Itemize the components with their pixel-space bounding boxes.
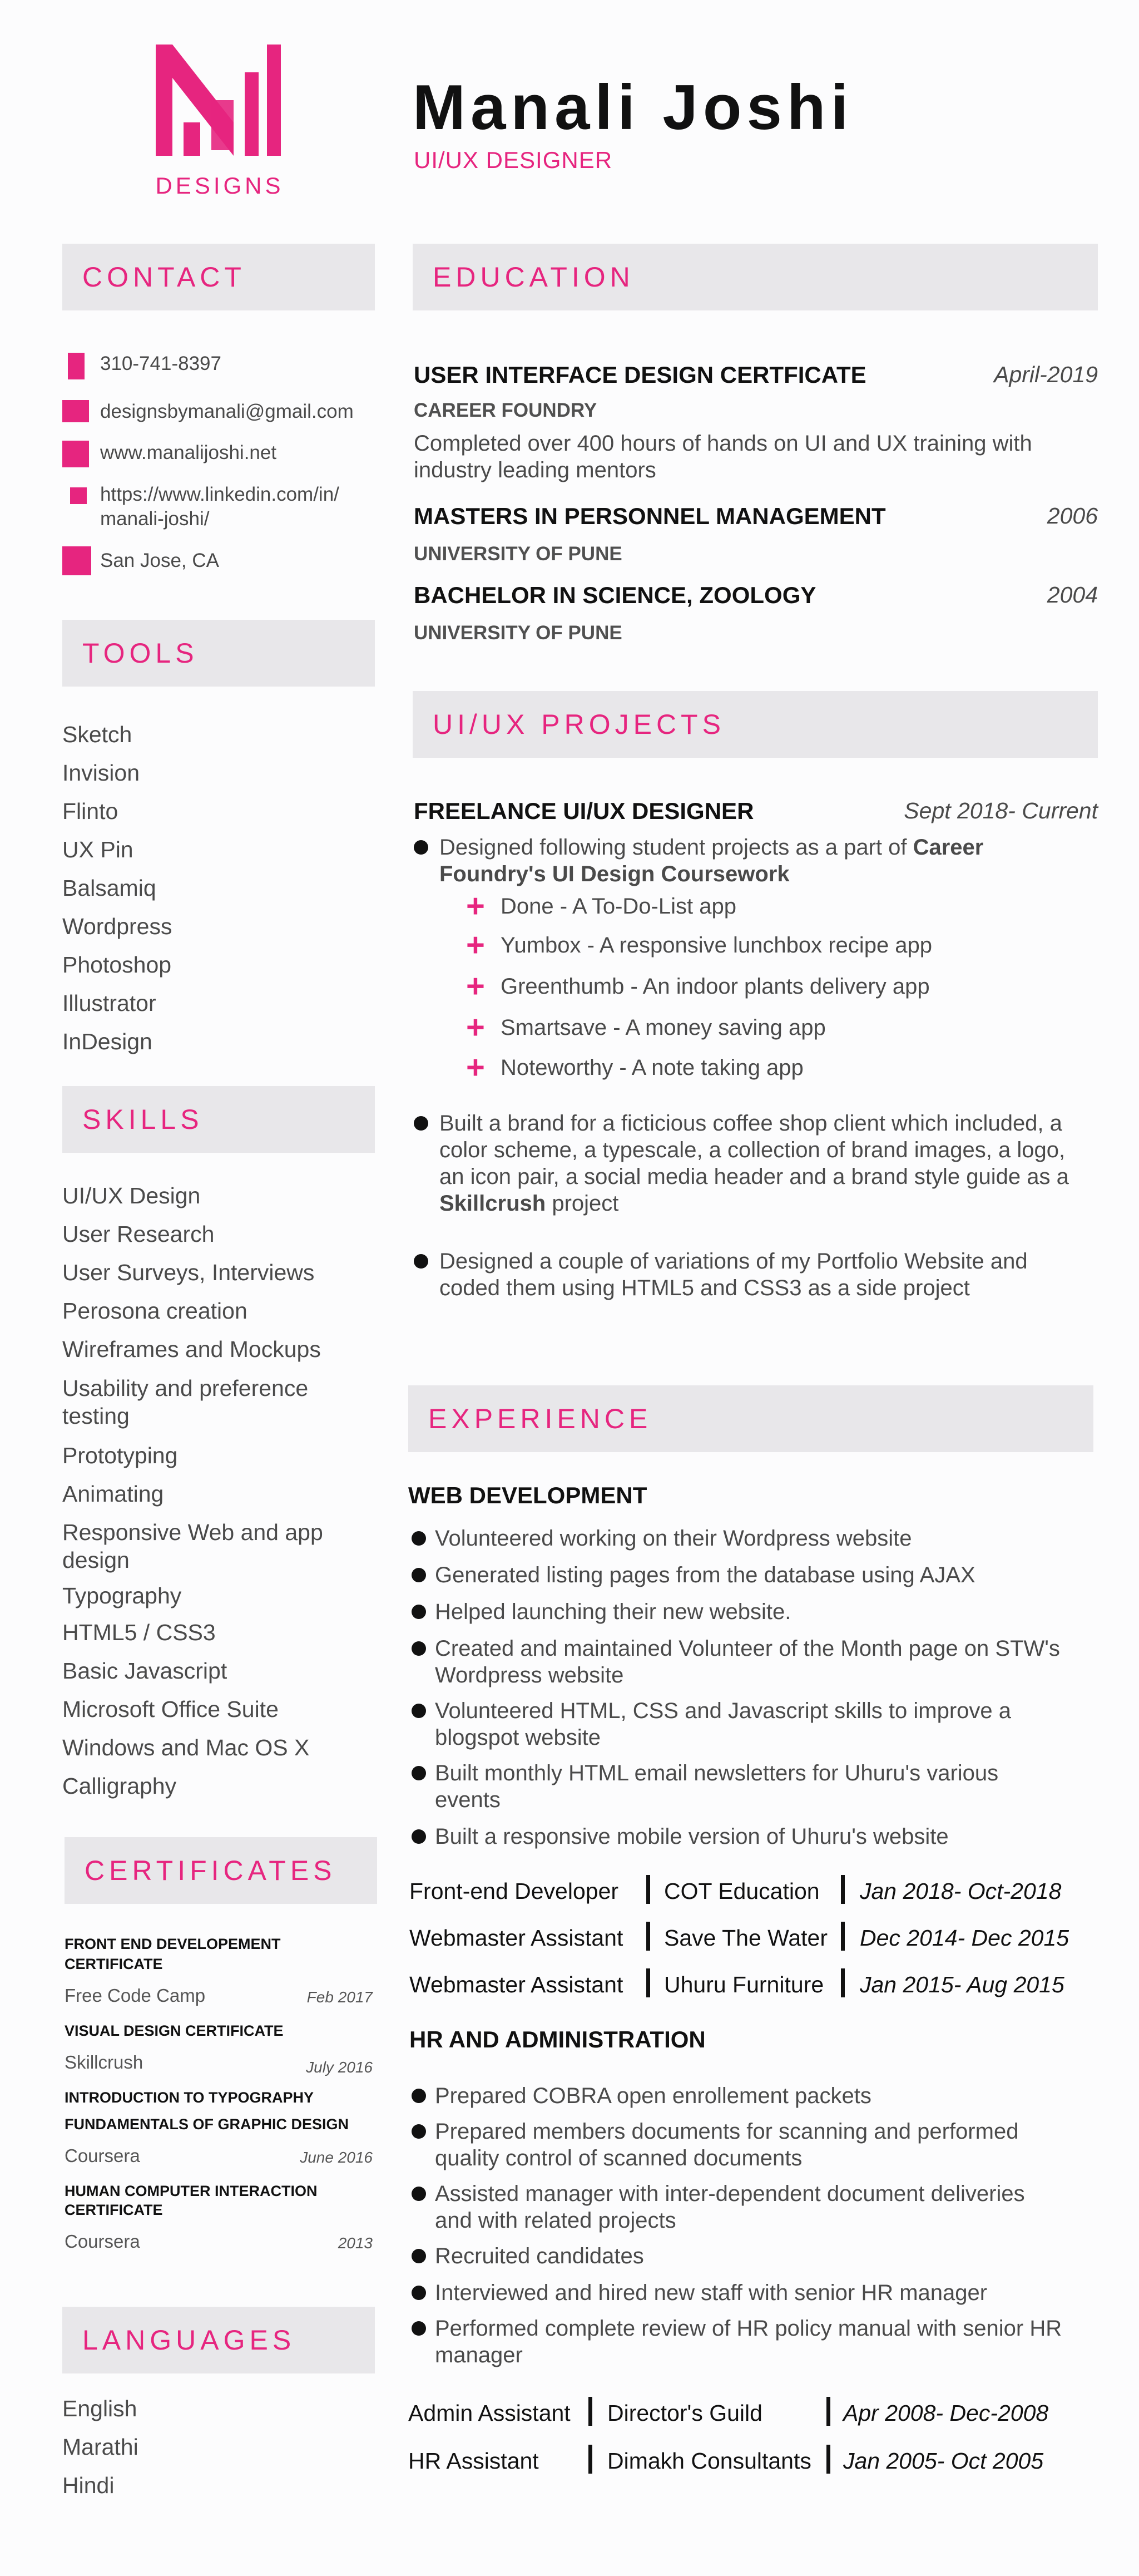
languages-heading: LANGUAGES xyxy=(62,2307,375,2373)
experience-bullet: Created and maintained Volunteer of the Month page on STW's xyxy=(435,1636,1060,1661)
certificate-date: June 2016 xyxy=(300,2149,373,2166)
list-item: InDesign xyxy=(62,1029,152,1054)
education-desc: Completed over 400 hours of hands on UI and UX training with xyxy=(414,431,1032,456)
certificate-org: Coursera xyxy=(65,2145,140,2166)
list-item: Sketch xyxy=(62,722,132,747)
list-item: testing xyxy=(62,1403,130,1429)
list-item: Wireframes and Mockups xyxy=(62,1336,321,1362)
job-title: Webmaster Assistant xyxy=(409,1972,623,1997)
job-date: Jan 2015- Aug 2015 xyxy=(860,1972,1064,1997)
list-item: Microsoft Office Suite xyxy=(62,1696,279,1722)
separator xyxy=(841,1922,845,1951)
experience-section-title: WEB DEVELOPMENT xyxy=(408,1482,647,1508)
experience-bullet: Built monthly HTML email newsletters for Uhuru's various xyxy=(435,1761,999,1785)
experience-bullet: Generated listing pages from the database using AJAX xyxy=(435,1563,975,1587)
bullet-icon xyxy=(412,2321,426,2336)
bullet-icon xyxy=(412,2124,426,2139)
experience-bullet: Recruited candidates xyxy=(435,2244,644,2268)
contact-linkedin[interactable]: https://www.linkedin.com/in/ xyxy=(100,483,339,505)
education-date: 2006 xyxy=(1047,503,1098,529)
bullet-icon xyxy=(412,1766,426,1780)
list-item: Hindi xyxy=(62,2473,115,2498)
contact-heading: CONTACT xyxy=(62,244,375,310)
certificate-date: Feb 2017 xyxy=(306,1988,373,2006)
job-title: Webmaster Assistant xyxy=(409,1925,623,1951)
plus-icon: + xyxy=(466,1049,485,1085)
separator xyxy=(826,2397,830,2426)
contact-location: San Jose, CA xyxy=(100,550,219,571)
contact-email[interactable]: designsbymanali@gmail.com xyxy=(100,401,354,422)
bullet-icon xyxy=(412,2187,426,2201)
experience-bullet: Assisted manager with inter-dependent document deliveries xyxy=(435,2182,1025,2206)
separator xyxy=(826,2445,830,2474)
bullet-icon xyxy=(412,2286,426,2300)
list-item: User Research xyxy=(62,1221,215,1247)
plus-icon: + xyxy=(466,888,485,924)
bullet-icon xyxy=(412,1704,426,1718)
phone-icon xyxy=(68,353,85,379)
certificate-title: VISUAL DESIGN CERTIFICATE xyxy=(65,2022,284,2039)
list-item: Flinto xyxy=(62,798,118,824)
education-school: CAREER FOUNDRY xyxy=(414,399,597,421)
job-date: Dec 2014- Dec 2015 xyxy=(860,1925,1069,1951)
certificate-title-cont: CERTIFICATE xyxy=(65,2202,163,2218)
bullet-icon xyxy=(414,1116,428,1131)
experience-bullet: Prepared COBRA open enrollement packets xyxy=(435,2084,871,2108)
job-title: Front-end Developer xyxy=(409,1878,619,1904)
list-item: English xyxy=(62,2396,137,2421)
project-bullet: Designed a couple of variations of my Portfolio Website and xyxy=(439,1249,1028,1274)
certificate-title: HUMAN COMPUTER INTERACTION xyxy=(65,2183,318,2199)
education-date: April-2019 xyxy=(994,362,1098,387)
experience-heading: EXPERIENCE xyxy=(408,1385,1093,1452)
contact-linkedin-cont[interactable]: manali-joshi/ xyxy=(100,508,210,530)
list-item: Invision xyxy=(62,760,140,786)
project-bullet: Built a brand for a ficticious coffee shop client which included, a xyxy=(439,1111,1062,1136)
separator xyxy=(841,1968,845,1997)
certificate-date: 2013 xyxy=(338,2234,373,2252)
list-item: UI/UX Design xyxy=(62,1183,201,1208)
job-org: Save The Water xyxy=(664,1925,828,1951)
project-app: Greenthumb - An indoor plants delivery app xyxy=(501,974,930,999)
experience-bullet-cont: quality control of scanned documents xyxy=(435,2146,803,2170)
list-item: Basic Javascript xyxy=(62,1658,227,1684)
logo-wordmark: DESIGNS xyxy=(155,172,284,199)
job-org: Dimakh Consultants xyxy=(607,2448,811,2474)
education-heading: EDUCATION xyxy=(413,244,1098,310)
experience-bullet: Built a responsive mobile version of Uhuru's website xyxy=(435,1824,949,1849)
linkedin-icon xyxy=(70,487,87,504)
project-app: Smartsave - A money saving app xyxy=(501,1015,826,1040)
job-org: Director's Guild xyxy=(607,2400,762,2426)
experience-bullet: Performed complete review of HR policy manual with senior HR xyxy=(435,2316,1062,2341)
experience-bullet: Volunteered HTML, CSS and Javascript skills to improve a xyxy=(435,1699,1011,1723)
plus-icon: + xyxy=(466,968,485,1004)
contact-phone: 310-741-8397 xyxy=(100,353,221,374)
separator xyxy=(646,1968,650,1997)
experience-bullet-cont: blogspot website xyxy=(435,1725,601,1750)
list-item: Wordpress xyxy=(62,914,172,939)
contact-website[interactable]: www.manalijoshi.net xyxy=(100,442,277,463)
project-app: Noteworthy - A note taking app xyxy=(501,1055,804,1080)
project-bullet-cont: color scheme, a typescale, a collection of brand images, a logo, xyxy=(439,1138,1066,1162)
experience-bullet: Volunteered working on their Wordpress website xyxy=(435,1526,912,1551)
list-item: Animating xyxy=(62,1481,164,1507)
separator xyxy=(646,1875,650,1904)
job-org: COT Education xyxy=(664,1878,820,1904)
project-app: Done - A To-Do-List app xyxy=(501,894,736,919)
project-bullet-cont: Skillcrush project xyxy=(439,1191,619,1216)
bullet-icon xyxy=(412,1531,426,1546)
bullet-icon xyxy=(414,1254,428,1269)
job-date: Jan 2005- Oct 2005 xyxy=(843,2448,1044,2474)
list-item: Prototyping xyxy=(62,1443,178,1468)
project-bullet-cont: Foundry's UI Design Coursework xyxy=(439,862,790,886)
project-app: Yumbox - A responsive lunchbox recipe app xyxy=(501,933,933,958)
bullet-icon xyxy=(412,2249,426,2263)
project-bullet: Designed following student projects as a part of Career xyxy=(439,835,984,860)
certificate-title: FRONT END DEVELOPEMENT xyxy=(65,1936,281,1952)
project-role: FREELANCE UI/UX DESIGNER xyxy=(414,798,754,824)
experience-bullet-cont: Wordpress website xyxy=(435,1663,624,1687)
list-item: User Surveys, Interviews xyxy=(62,1260,315,1285)
certificate-org: Coursera xyxy=(65,2231,140,2252)
bullet-icon xyxy=(414,840,428,855)
project-bullet-cont: an icon pair, a social media header and a brand style guide as a xyxy=(439,1164,1069,1189)
list-item: Balsamiq xyxy=(62,875,156,901)
logo-mark-icon xyxy=(150,39,289,167)
list-item: HTML5 / CSS3 xyxy=(62,1620,216,1645)
list-item: Illustrator xyxy=(62,990,156,1016)
bullet-icon xyxy=(412,1605,426,1619)
experience-bullet: Prepared members documents for scanning and performed xyxy=(435,2119,1019,2144)
education-degree: MASTERS IN PERSONNEL MANAGEMENT xyxy=(414,503,886,529)
education-school: UNIVERSITY OF PUNE xyxy=(414,622,622,644)
project-bullet-cont: coded them using HTML5 and CSS3 as a side project xyxy=(439,1276,970,1300)
education-degree: USER INTERFACE DESIGN CERTFICATE xyxy=(414,362,866,388)
bullet-icon xyxy=(412,2089,426,2103)
separator xyxy=(588,2397,592,2426)
logo xyxy=(150,39,289,206)
job-title: HR Assistant xyxy=(408,2448,539,2474)
experience-bullet-cont: and with related projects xyxy=(435,2208,676,2233)
plus-icon: + xyxy=(466,927,485,963)
job-title: UI/UX DESIGNER xyxy=(414,147,613,173)
job-org: Uhuru Furniture xyxy=(664,1972,824,1997)
separator xyxy=(841,1875,845,1904)
list-item: Windows and Mac OS X xyxy=(62,1735,310,1760)
bullet-icon xyxy=(412,1641,426,1656)
tools-heading: TOOLS xyxy=(62,620,375,687)
list-item: Typography xyxy=(62,1583,182,1608)
page-title: Manali Joshi xyxy=(413,72,854,143)
projects-heading: UI/UX PROJECTS xyxy=(413,691,1098,758)
experience-bullet: Interviewed and hired new staff with senior HR manager xyxy=(435,2281,988,2305)
email-icon xyxy=(62,400,89,422)
list-item: Marathi xyxy=(62,2434,138,2460)
certificate-title-cont: FUNDAMENTALS OF GRAPHIC DESIGN xyxy=(65,2116,349,2133)
experience-section-title: HR AND ADMINISTRATION xyxy=(409,2026,706,2052)
project-date: Sept 2018- Current xyxy=(904,798,1098,823)
list-item: Photoshop xyxy=(62,952,172,978)
list-item: UX Pin xyxy=(62,837,133,862)
list-item: Usability and preference xyxy=(62,1375,309,1401)
list-item: design xyxy=(62,1547,130,1573)
job-date: Jan 2018- Oct-2018 xyxy=(860,1878,1062,1904)
experience-bullet-cont: manager xyxy=(435,2343,523,2367)
education-date: 2004 xyxy=(1047,582,1098,608)
certificate-date: July 2016 xyxy=(306,2059,373,2076)
job-title: Admin Assistant xyxy=(408,2400,571,2426)
job-date: Apr 2008- Dec-2008 xyxy=(843,2400,1049,2426)
bullet-icon xyxy=(412,1568,426,1582)
education-desc-cont: industry leading mentors xyxy=(414,458,656,482)
separator xyxy=(588,2445,592,2474)
education-school: UNIVERSITY OF PUNE xyxy=(414,543,622,565)
certificate-org: Skillcrush xyxy=(65,2052,143,2072)
certificates-heading: CERTIFICATES xyxy=(65,1837,377,1904)
certificate-org: Free Code Camp xyxy=(65,1985,206,2006)
list-item: Calligraphy xyxy=(62,1773,177,1799)
bullet-icon xyxy=(412,1829,426,1844)
separator xyxy=(646,1922,650,1951)
experience-bullet: Helped launching their new website. xyxy=(435,1600,791,1624)
experience-bullet-cont: events xyxy=(435,1788,501,1812)
plus-icon: + xyxy=(466,1009,485,1045)
website-icon xyxy=(62,441,89,467)
location-icon xyxy=(62,546,91,575)
list-item: Responsive Web and app xyxy=(62,1519,323,1545)
certificate-title-cont: CERTIFICATE xyxy=(65,1956,163,1972)
list-item: Perosona creation xyxy=(62,1298,247,1324)
skills-heading: SKILLS xyxy=(62,1086,375,1153)
education-degree: BACHELOR IN SCIENCE, ZOOLOGY xyxy=(414,582,816,608)
certificate-title: INTRODUCTION TO TYPOGRAPHY xyxy=(65,2089,314,2106)
